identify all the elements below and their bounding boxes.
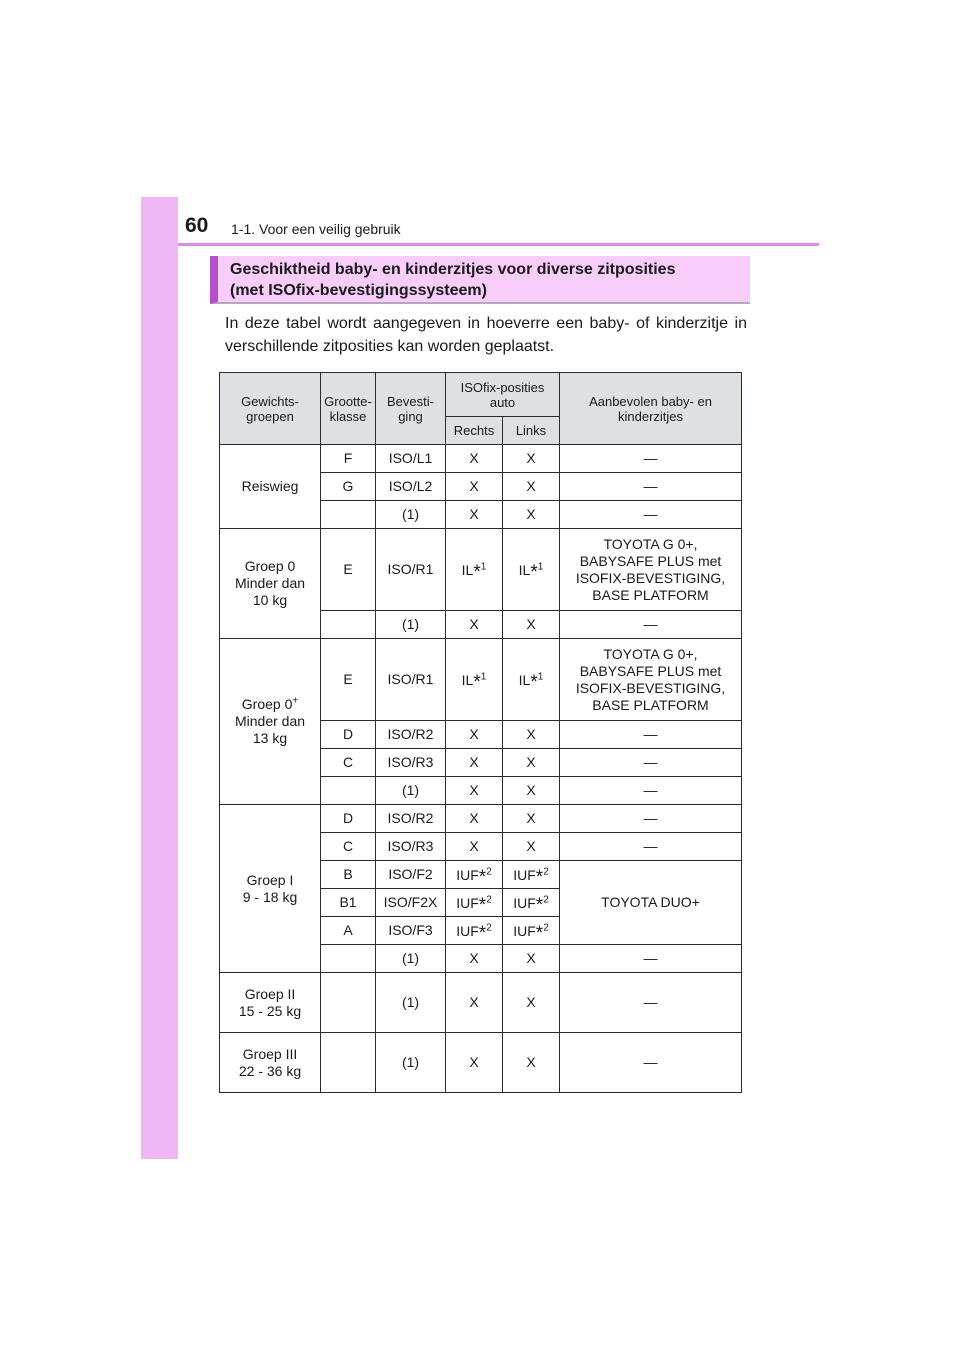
fixture-cell: (1): [376, 611, 446, 639]
header-size-class: Grootte-klasse: [321, 373, 376, 445]
recommended-cell: —: [560, 945, 742, 973]
recommended-cell: —: [560, 833, 742, 861]
fixture-cell: (1): [376, 1033, 446, 1093]
recommended-cell: TOYOTA DUO+: [560, 861, 742, 945]
header-left: Links: [503, 417, 560, 445]
footnote-star-icon: *: [478, 922, 487, 944]
size-cell: E: [321, 639, 376, 721]
group-cell: [220, 973, 321, 1033]
footnote-number: 1: [537, 560, 544, 572]
size-cell: G: [321, 473, 376, 501]
right-cell: X: [446, 973, 503, 1033]
fixture-cell: ISO/R1: [376, 639, 446, 721]
header-isofix-positions: ISOfix-posities auto: [446, 373, 560, 417]
group-weight: 22 - 36 kg: [238, 1062, 302, 1079]
recommended-cell: TOYOTA G 0+, BABYSAFE PLUS met ISOFIX-BEVESTIGING, BASE PLATFORM: [560, 639, 742, 721]
group-name: Groep 0: [244, 558, 296, 574]
size-cell: [321, 973, 376, 1033]
fixture-cell: ISO/R1: [376, 529, 446, 611]
group-weight: 13 kg: [252, 730, 288, 746]
group-weight-prefix: Minder dan: [234, 713, 306, 729]
header-weight-groups: Gewichts-groepen: [220, 373, 321, 445]
left-cell: IUF*$^2$: [503, 861, 560, 889]
group-name: Groep 0: [241, 696, 293, 712]
footnote-star-icon: *: [530, 561, 538, 583]
recommended-cell: —: [560, 721, 742, 749]
group-cell: Reiswieg: [220, 445, 321, 529]
chapter-side-tab: [141, 197, 178, 1159]
right-cell: X: [446, 777, 503, 805]
page-number: 60: [185, 214, 209, 237]
fixture-cell: (1): [376, 501, 446, 529]
size-cell: B1: [321, 889, 376, 917]
group-cell: [220, 529, 321, 639]
right-cell: IUF*$^2$: [446, 889, 503, 917]
size-cell: F: [321, 445, 376, 473]
left-cell: X: [503, 721, 560, 749]
group-cell: [220, 805, 321, 973]
recommended-cell: —: [560, 777, 742, 805]
size-cell: A: [321, 917, 376, 945]
footnote-star-icon: *: [473, 561, 481, 583]
size-cell: D: [321, 721, 376, 749]
size-cell: [321, 501, 376, 529]
right-cell: IL*$^1$: [446, 529, 503, 611]
section-heading-line2: (met ISOfix-bevestigingssysteem): [230, 282, 487, 299]
table-row: [220, 1033, 742, 1093]
footnote-star-icon: *: [473, 671, 481, 693]
right-cell: X: [446, 833, 503, 861]
left-cell: X: [503, 945, 560, 973]
group-weight: 15 - 25 kg: [238, 1002, 302, 1019]
isofix-suitability-table: [219, 372, 742, 1093]
group-name-superscript: +: [292, 695, 299, 707]
left-cell: IL*$^1$: [503, 639, 560, 721]
right-cell: X: [446, 805, 503, 833]
fixture-cell: (1): [376, 945, 446, 973]
header-rule: [178, 243, 819, 246]
table-row: [220, 639, 742, 721]
group-name: Groep I: [246, 871, 294, 888]
fixture-cell: ISO/R2: [376, 721, 446, 749]
recommended-cell: —: [560, 473, 742, 501]
table-row: [220, 973, 742, 1033]
group-name: Groep III: [242, 1045, 298, 1062]
left-cell: X: [503, 445, 560, 473]
header-recommended-seats: Aanbevolen baby- en kinderzitjes: [560, 373, 742, 445]
footnote-number: 2: [486, 921, 492, 933]
right-cell: IUF*$^2$: [446, 917, 503, 945]
fixture-cell: ISO/R2: [376, 805, 446, 833]
group-weight: 9 - 18 kg: [242, 888, 298, 905]
left-cell: X: [503, 501, 560, 529]
footnote-number: 2: [543, 865, 549, 877]
recommended-cell: —: [560, 805, 742, 833]
table-row: [220, 445, 742, 473]
left-cell: IUF*$^2$: [503, 889, 560, 917]
table-row: [220, 805, 742, 833]
right-cell: X: [446, 445, 503, 473]
section-heading-box: [210, 256, 750, 304]
right-cell: X: [446, 1033, 503, 1093]
recommended-cell: —: [560, 611, 742, 639]
header-fixture: Bevesti-ging: [376, 373, 446, 445]
left-cell: X: [503, 833, 560, 861]
fixture-cell: ISO/L2: [376, 473, 446, 501]
table-header-row: [220, 373, 742, 417]
left-cell: IL*$^1$: [503, 529, 560, 611]
left-cell: X: [503, 611, 560, 639]
recommended-cell: —: [560, 973, 742, 1033]
size-cell: D: [321, 805, 376, 833]
recommended-cell: TOYOTA G 0+, BABYSAFE PLUS met ISOFIX-BEVESTIGING, BASE PLATFORM: [560, 529, 742, 611]
size-cell: [321, 777, 376, 805]
group-weight: 10 kg: [252, 592, 288, 608]
size-cell: [321, 611, 376, 639]
fixture-cell: (1): [376, 777, 446, 805]
fixture-cell: ISO/R3: [376, 749, 446, 777]
group-weight-prefix: Minder dan: [234, 575, 306, 591]
size-cell: B: [321, 861, 376, 889]
right-cell: X: [446, 501, 503, 529]
footnote-number: 1: [480, 670, 487, 682]
right-cell: X: [446, 721, 503, 749]
footnote-star-icon: *: [478, 866, 487, 888]
footnote-number: 2: [543, 893, 549, 905]
intro-paragraph: In deze tabel wordt aangegeven in hoeverre een baby- of kinderzitje in verschillende zitposities kan worden geplaatst.: [225, 315, 747, 355]
footnote-number: 1: [537, 670, 544, 682]
fixture-cell: ISO/F2: [376, 861, 446, 889]
fixture-cell: ISO/R3: [376, 833, 446, 861]
left-cell: IUF*$^2$: [503, 917, 560, 945]
size-cell: [321, 945, 376, 973]
recommended-cell: —: [560, 749, 742, 777]
recommended-cell: —: [560, 501, 742, 529]
group-cell: [220, 639, 321, 805]
footnote-number: 2: [486, 865, 492, 877]
recommended-cell: —: [560, 1033, 742, 1093]
size-cell: C: [321, 833, 376, 861]
header-right: Rechts: [446, 417, 503, 445]
group-cell: [220, 1033, 321, 1093]
left-cell: X: [503, 749, 560, 777]
size-cell: C: [321, 749, 376, 777]
left-cell: X: [503, 473, 560, 501]
footnote-number: 2: [486, 893, 492, 905]
left-cell: X: [503, 1033, 560, 1093]
left-cell: X: [503, 805, 560, 833]
size-cell: E: [321, 529, 376, 611]
group-name: Groep II: [244, 985, 296, 1002]
footnote-star-icon: *: [530, 671, 538, 693]
left-cell: X: [503, 777, 560, 805]
right-cell: X: [446, 611, 503, 639]
footnote-star-icon: *: [535, 894, 544, 916]
right-cell: IUF*$^2$: [446, 861, 503, 889]
footnote-star-icon: *: [535, 866, 544, 888]
section-heading-line1: Geschiktheid baby- en kinderzitjes voor diverse zitposities: [230, 261, 676, 278]
fixture-cell: ISO/F3: [376, 917, 446, 945]
recommended-cell: —: [560, 445, 742, 473]
fixture-cell: (1): [376, 973, 446, 1033]
footnote-star-icon: *: [535, 922, 544, 944]
footnote-number: 1: [480, 560, 487, 572]
fixture-cell: ISO/F2X: [376, 889, 446, 917]
left-cell: X: [503, 973, 560, 1033]
table-row: [220, 529, 742, 611]
footnote-number: 2: [543, 921, 549, 933]
fixture-cell: ISO/L1: [376, 445, 446, 473]
right-cell: X: [446, 945, 503, 973]
running-header: 1-1. Voor een veilig gebruik: [231, 221, 401, 237]
footnote-star-icon: *: [478, 894, 487, 916]
size-cell: [321, 1033, 376, 1093]
right-cell: X: [446, 473, 503, 501]
right-cell: X: [446, 749, 503, 777]
right-cell: IL*$^1$: [446, 639, 503, 721]
